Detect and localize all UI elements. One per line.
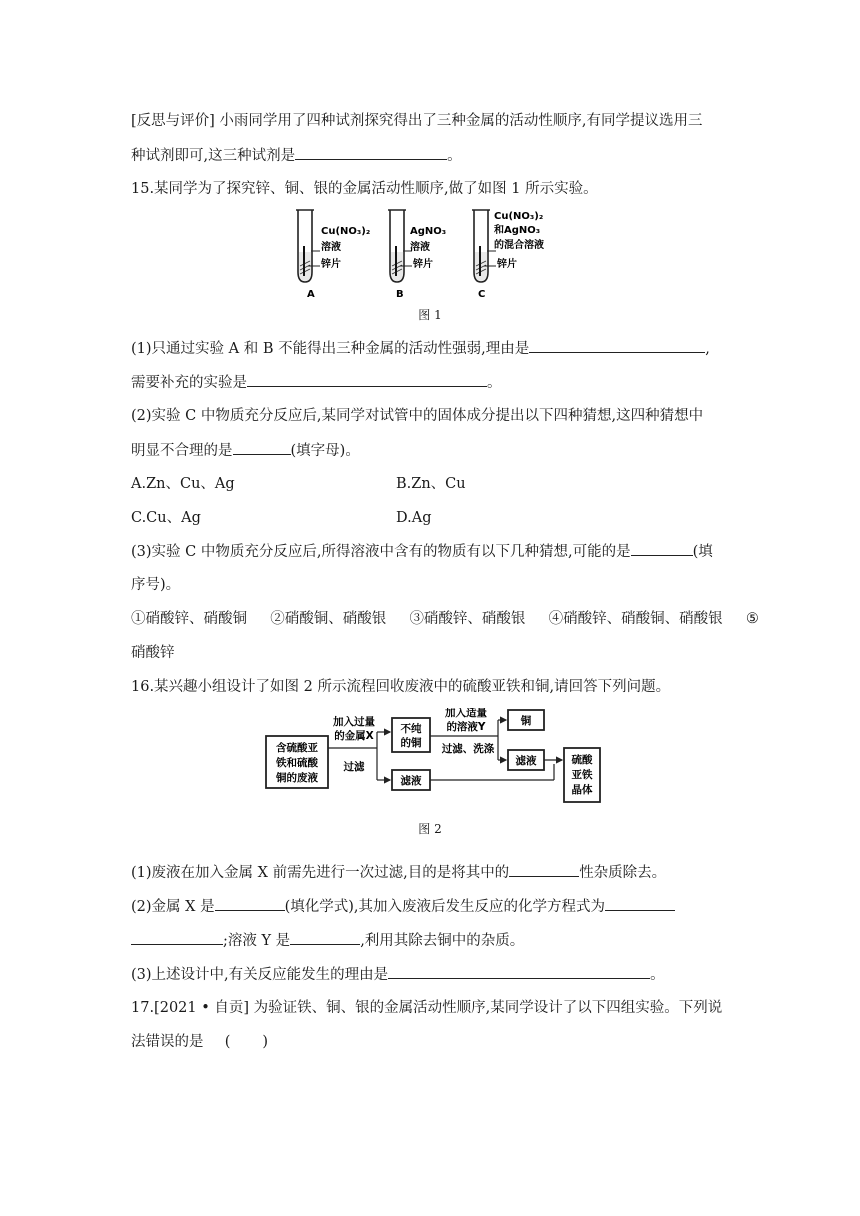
answer-blank[interactable] [247,372,487,387]
filtrate-bottom: 滤液 [400,775,422,787]
guess-5-number: ⑤ [745,611,759,627]
tube-a-solution-1: Cu(NO₃)₂ [321,226,371,237]
q17-text: 法错误的是 [131,1034,204,1050]
add-y-l1: 加入适量 [445,708,487,719]
add-x-l1: 加入过量 [333,716,375,728]
q15-p3-line-2: 序号)。 [131,577,181,593]
q16-p2-line-2 [131,930,524,951]
punctuation: , [705,341,710,357]
answer-paren-close: ) [262,1034,269,1050]
q16-p2-text: ;溶液 Y 是 [223,933,291,949]
q15-stem: 15.某同学为了探究锌、铜、银的金属活动性顺序,做了如图 1 所示实验。 [131,181,598,197]
answer-blank[interactable] [290,930,360,945]
q15-p1-line-2 [131,372,502,393]
q16-p3 [131,964,665,985]
test-tube-b [388,210,446,300]
tube-c-label: C [478,289,486,300]
answer-blank[interactable] [605,896,675,911]
tube-c-solution-2: 和AgNO₃ [494,225,541,236]
q15-p3-text: (填 [692,544,713,560]
filter-wash-label: 过滤、洗涤 [441,743,495,755]
test-tube-c [472,210,544,300]
option-a[interactable]: A.Zn、Cu、Ag [131,476,235,492]
crystal-l2: 亚铁 [571,769,593,781]
answer-blank[interactable] [215,896,285,911]
reflection-line-2 [131,145,462,166]
option-b[interactable]: B.Zn、Cu [396,476,466,492]
copper-label: 铜 [520,715,532,727]
tube-a-metal: 锌片 [321,259,341,270]
q15-p1-text: 需要补充的实验是 [131,375,247,391]
punctuation: 。 [447,148,462,164]
test-tube-a [296,210,370,300]
impure-l1: 不纯 [400,723,422,735]
q15-p3-line-1 [131,541,713,562]
q15-options-row-1 [131,474,466,494]
q15-p1-line-1 [131,338,710,359]
q17-line-2 [131,1032,268,1052]
q15-p3-text: (3)实验 C 中物质充分反应后,所得溶液中含有的物质有以下几种猜想,可能的是 [131,544,631,560]
answer-blank[interactable] [388,964,650,979]
q16-p2-text: (2)金属 X 是 [131,899,215,915]
waste-l3: 铜的废液 [276,772,318,784]
q16-p1-text: 性杂质除去。 [579,865,667,881]
figure-1-caption: 图 1 [418,308,442,322]
tube-c-solution-3: 的混合溶液 [494,240,544,251]
option-d[interactable]: D.Ag [396,510,432,526]
answer-blank[interactable] [131,930,223,945]
answer-paren-open: ( [224,1034,231,1050]
tube-b-metal: 锌片 [413,259,433,270]
guess-2: ②硝酸铜、硝酸银 [270,611,387,627]
reflection-line-1: [反思与评价] 小雨同学用了四种试剂探究得出了三种金属的活动性顺序,有同学提议选用三 [131,113,703,129]
crystal-l3: 晶体 [571,784,593,796]
q15-guesses-row [131,609,759,629]
tube-a-solution-2: 溶液 [321,242,341,253]
answer-blank[interactable] [509,862,579,877]
tube-b-solution-1: AgNO₃ [410,226,447,237]
guess-3: ③硝酸锌、硝酸银 [409,611,526,627]
q16-stem: 16.某兴趣小组设计了如图 2 所示流程回收废液中的硫酸亚铁和铜,请回答下列问题。 [131,679,671,695]
add-y-l2: 的溶液Y [446,721,486,733]
filter-label: 过滤 [343,761,365,773]
tube-c-metal: 锌片 [497,259,517,270]
figure-2-flowchart [262,708,607,808]
q16-p1 [131,862,666,883]
tube-c-solution-1: Cu(NO₃)₂ [494,211,544,222]
q16-p2-text: ,利用其除去铜中的杂质。 [360,933,525,949]
q15-p2-line-2 [131,440,360,461]
punctuation: 。 [487,375,502,391]
figure-1-test-tubes [290,206,570,302]
answer-blank[interactable] [631,541,693,556]
filtrate-top: 滤液 [515,755,537,767]
reflection-text: 种试剂即可,这三种试剂是 [131,148,296,164]
crystal-l1: 硫酸 [571,754,593,766]
q16-p3-text: (3)上述设计中,有关反应能发生的理由是 [131,967,389,983]
q15-options-row-2 [131,508,432,528]
guess-4: ④硝酸锌、硝酸铜、硝酸银 [548,611,723,627]
answer-blank[interactable] [529,338,705,353]
waste-l1: 含硫酸亚 [276,742,318,754]
q15-p2-line-1: (2)实验 C 中物质充分反应后,某同学对试管中的固体成分提出以下四种猜想,这四种猜想中 [131,408,704,424]
answer-blank[interactable] [295,145,447,160]
tube-b-solution-2: 溶液 [410,242,430,253]
q16-p2-text: (填化学式),其加入废液后发生反应的化学方程式为 [284,899,606,915]
guess-1: ①硝酸锌、硝酸铜 [131,611,247,627]
punctuation: 。 [650,967,665,983]
answer-blank[interactable] [233,440,291,455]
guess-5-text: 硝酸锌 [131,645,175,661]
option-c[interactable]: C.Cu、Ag [131,510,201,526]
q17-line-1: 17.[2021 • 自贡] 为验证铁、铜、银的金属活动性顺序,某同学设计了以下四组实验。下列说 [131,1000,723,1016]
impure-l2: 的铜 [400,737,422,749]
q15-p1-text: (1)只通过实验 A 和 B 不能得出三种金属的活动性强弱,理由是 [131,341,530,357]
q15-p2-text: 明显不合理的是 [131,443,233,459]
q16-p1-text: (1)废液在加入金属 X 前需先进行一次过滤,目的是将其中的 [131,865,510,881]
tube-b-label: B [396,289,404,300]
waste-l2: 铁和硫酸 [276,757,318,769]
figure-2-caption: 图 2 [418,822,442,836]
q15-p2-text: (填字母)。 [290,443,360,459]
q16-p2-line-1 [131,896,675,917]
add-x-l2: 的金属X [334,730,374,742]
tube-a-label: A [307,289,315,300]
